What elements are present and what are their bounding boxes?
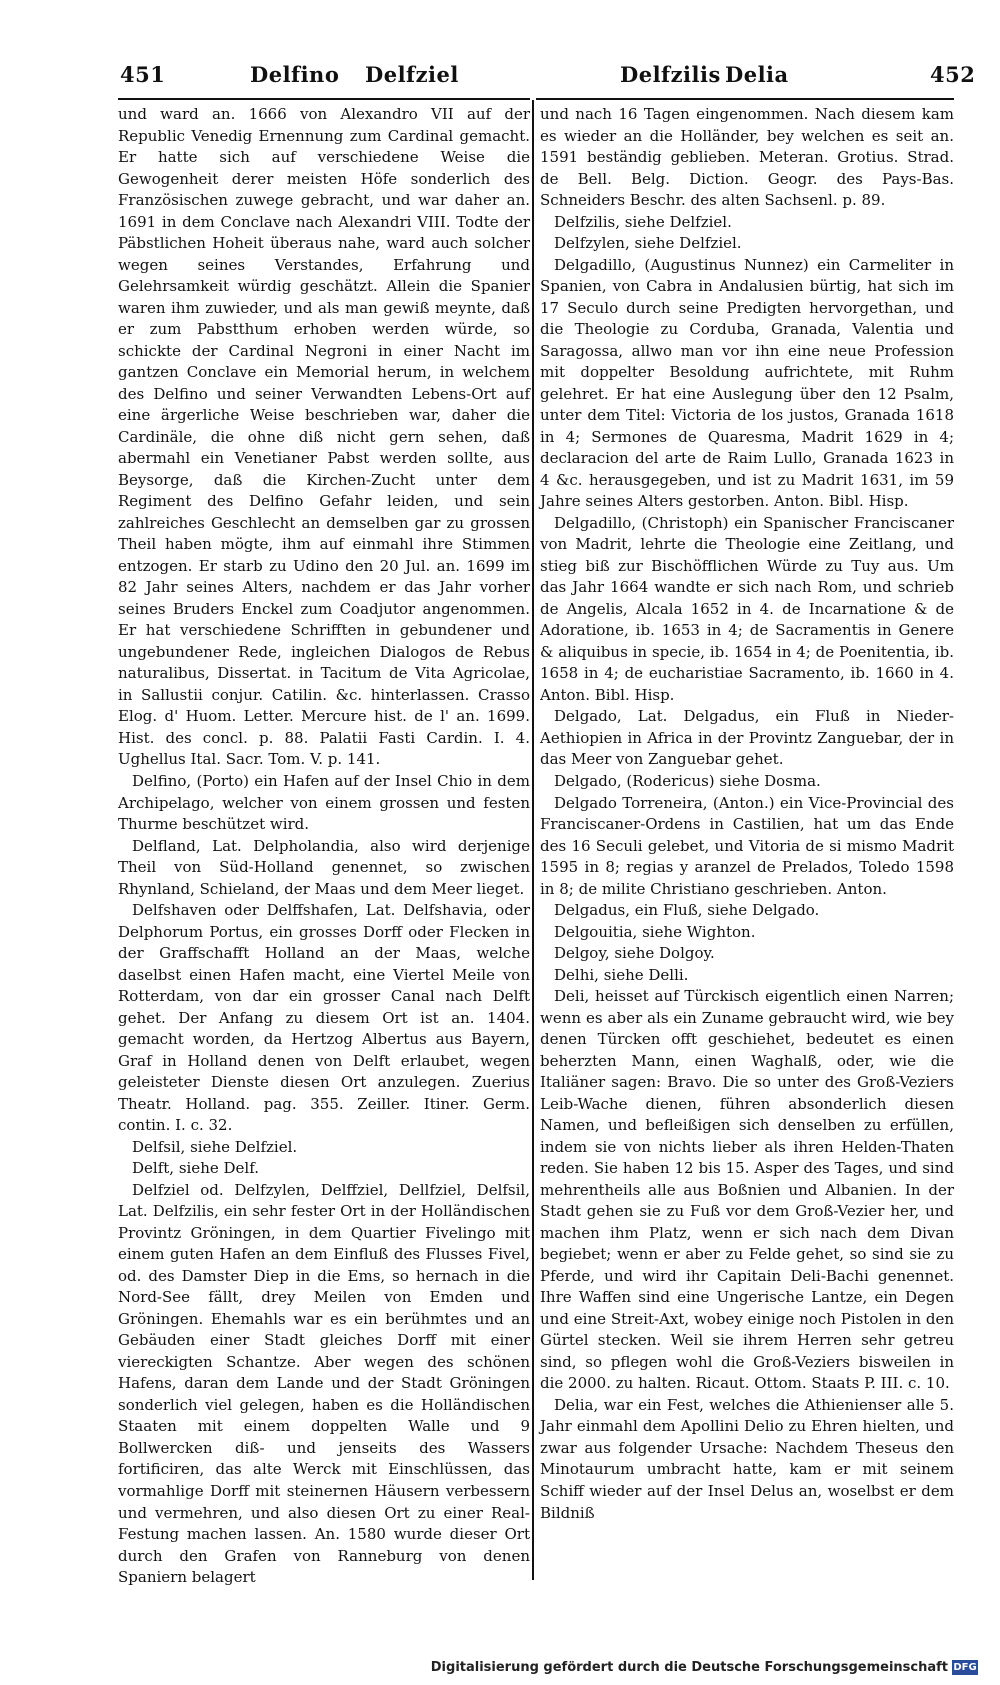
entry-delgouitia: Delgouitia, siehe Wighton. <box>554 922 756 941</box>
left-header-title-1: Delfino <box>250 62 340 87</box>
entry-delfland: Delfland, Lat. Delpholandia, also wird derjenige Theil von Süd-Holland genennet, so zwischen Rhynland, Schieland, der Maas und dem Meer lieget. <box>118 836 530 898</box>
entry-delfziel-continued: und nach 16 Tagen eingenommen. Nach diesem kam es wieder an die Holländer, bey welchen es seit an. 1591 beständig geblieben. Meteran. Grotius. Strad. de Bell. Belg. Diction. Geogr. des Pays-Bas. Schneiders Beschr. des alten Sachsenl. p. 89. <box>540 105 954 210</box>
header-rule-left <box>118 98 530 100</box>
entry-delhi: Delhi, siehe Delli. <box>554 965 689 984</box>
left-column <box>118 104 530 1589</box>
left-page-number: 451 <box>120 62 166 87</box>
entry-delft: Delft, siehe Delf. <box>132 1159 259 1178</box>
entry-delgado: Delgado, Lat. Delgadus, ein Fluß in Nieder-Aethiopien in Africa in der Provintz Zanguebar, der in das Meer von Zanguebar gehet. <box>540 707 954 769</box>
credit-text: Digitalisierung gefördert durch die Deutsche Forschungsgemeinschaft <box>430 1660 948 1675</box>
entry-delfino-continued: und ward an. 1666 von Alexandro VII auf der Republic Venedig Ernennung zum Cardinal gemacht. Er hatte sich auf verschiedene Weise die Gewogenheit derer meisten Höfe sonderlich des Französischen zuwege gebracht, und war daher an. 1691 in dem Conclave nach Alexandri VIII. Todte der Päbstlichen Hoheit überaus nahe, ward auch solcher wegen seines Verstandes, Erfahrung und Gelehrsamkeit würdig geschätzt. Allein die Spanier waren ihm zuwieder, und als man gewiß meynte, daß er zum Pabstthum erhoben werden würde, so schickte der Cardinal Negroni in einer Nacht im gantzen Conclave ein Memorial herum, in welchem des Delfino und seiner Verwandten Lebens-Ort auf eine ärgerliche Weise beschrieben war, daher die Cardinäle, die ohne diß nicht gern sehen, daß abermahl ein Venetianer Pabst werden sollte, aus Beysorge, daß die Kirchen-Zucht unter dem Regiment des Delfino Gefahr leiden, und sein zahlreiches Geschlecht an demselben gar zu grossen Theil haben mögte, ihm auf einmahl ihre Stimmen entzogen. Er starb zu Udino den 20 Jul. an. 1699 im 82 Jahr seines Alters, nachdem er das Jahr vorher seines Bruders Enckel zum Coadjutor angenommen. Er hat verschiedene Schrifften in gebundener und ungebundener Rede, ingleichen Dialogos de Rebus naturalibus, Dissertat. in Tacitum de Vita Agricolae, in Sallustii conjur. Catilin. &c. hinterlassen. Crasso Elog. d' Huom. Letter. Mercure hist. de l' an. 1699. Hist. des concl. p. 88. Palatii Fasti Cardin. I. 4. Ughellus Ital. Sacr. Tom. V. p. 141. <box>118 105 530 769</box>
right-header-title-2: Delia <box>725 62 789 87</box>
entry-delfzylen: Delfzylen, siehe Delfziel. <box>554 234 742 253</box>
entry-delfsil: Delfsil, siehe Delfziel. <box>132 1137 298 1156</box>
left-header-title-2: Delfziel <box>365 62 459 87</box>
entry-delgadillo-christoph: Delgadillo, (Christoph) ein Spanischer Franciscaner von Madrit, lehrte die Theologie eine Zeitlang, und stieg biß zur Bischöfflichen Würde zu Tuy aus. Um das Jahr 1664 wandte er sich nach Rom, und schrieb de Angelis, Alcala 1652 in 4. de Incarnatione & de Adoratione, ib. 1653 in 4; de Sacramentis in Genere & aliquibus in specie, ib. 1654 in 4; de Poenitentia, ib. 1658 in 4; de eucharistiae Sacramento, ib. 1660 in 4. Anton. Bibl. Hisp. <box>540 513 954 704</box>
dfg-logo-icon: DFG <box>953 1662 977 1673</box>
entry-delgado-torreneira: Delgado Torreneira, (Anton.) ein Vice-Provincial des Franciscaner-Ordens in Castilien, hat um das Ende des 16 Seculi gelebet, und Vitoria de si mismo Madrit 1595 in 8; regias y aranzel de Prelados, Toledo 1598 in 8; de milite Christiano geschrieben. Anton. <box>540 793 954 898</box>
entry-delgoy: Delgoy, siehe Dolgoy. <box>554 944 715 963</box>
entry-delfziel: Delfziel od. Delfzylen, Delffziel, Dellfziel, Delfsil, Lat. Delfzilis, ein sehr fester Ort in der Holländischen Provintz Gröningen, in dem Quartier Fivelingo mit einem guten Hafen an dem Einfluß des Flusses Fivel, od. des Damster Diep in die Ems, so hernach in die Nord-See fällt, drey Meilen von Emden und Gröningen. Ehemahls war es ein berühmtes und an Gebäuden einer Stadt gleiches Dorff mit einer viereckigten Schantze. Aber wegen des schönen Hafens, daran dem Lande und der Stadt Gröningen sonderlich viel gelegen, haben es die Holländischen Staaten mit einem doppelten Walle und 9 Bollwercken diß- und jenseits des Wassers fortificiren, das alte Werck mit Einschlüssen, das vormahlige Dorff mit steinernen Häusern verbessern und vermehren, und also diesen Ort zu einer Real-Festung machen lassen. An. 1580 wurde dieser Ort durch den Grafen von Ranneburg von denen Spaniern belagert <box>118 1180 530 1587</box>
entry-delia: Delia, war ein Fest, welches die Athienienser alle 5. Jahr einmahl dem Apollini Delio zu Ehren hielten, und zwar aus folgender Ursache: Nachdem Theseus den Minotaurum umbracht hatte, kam er mit seinem Schiff wieder auf der Insel Delus an, woselbst er dem Bildniß <box>540 1395 954 1522</box>
column-divider <box>532 100 534 1580</box>
running-header <box>120 62 976 92</box>
right-column <box>540 104 954 1524</box>
entry-delfzilis: Delfzilis, siehe Delfziel. <box>554 212 732 231</box>
entry-delgadus: Delgadus, ein Fluß, siehe Delgado. <box>554 901 820 920</box>
entry-delgadillo-augustinus: Delgadillo, (Augustinus Nunnez) ein Carmeliter in Spanien, von Cabra in Andalusien bürtig, hat sich im 17 Seculo durch seine Predigten hervorgethan, und die Theologie zu Corduba, Granada, Valentia und Saragossa, allwo man vor ihn eine neue Profession mit doppelter Besoldung aufrichtete, mit Ruhm gelehret. Er hat eine Auslegung über den 12 Psalm, unter dem Titel: Victoria de los justos, Granada 1618 in 4; Sermones de Quaresma, Madrit 1629 in 4; declaracion del arte de Raim Lullo, Granada 1623 in 4 &c. herausgegeben, und ist zu Madrit 1631, im 59 Jahre seines Alters gestorben. Anton. Bibl. Hisp. <box>540 255 954 511</box>
entry-delfshaven: Delfshaven oder Delffshafen, Lat. Delfshavia, oder Delphorum Portus, ein grosses Dorff oder Flecken in der Graffschafft Holland an der Maas, welche daselbst einen Hafen macht, eine Viertel Meile von Rotterdam, von dar ein grosser Canal nach Delft gehet. Der Anfang zu diesem Ort ist an. 1404. gemacht worden, da Hertzog Albertus aus Bayern, Graf in Holland denen von Delft erlaubet, wegen geleisteter Dienste diesen Ort anzulegen. Zuerius Theatr. Holland. pag. 355. Zeiller. Itiner. Germ. contin. I. c. 32. <box>118 901 530 1135</box>
right-page-number: 452 <box>930 62 976 87</box>
entry-delfino-porto: Delfino, (Porto) ein Hafen auf der Insel Chio in dem Archipelago, welcher von einem grossen und festen Thurme beschützet wird. <box>118 771 530 834</box>
right-header-title-1: Delfzilis <box>620 62 721 87</box>
header-rule-right <box>536 98 954 100</box>
entry-delgado-rodericus: Delgado, (Rodericus) siehe Dosma. <box>554 771 821 790</box>
digitization-credit <box>431 1660 978 1675</box>
entry-deli: Deli, heisset auf Türckisch eigentlich einen Narren; wenn es aber als ein Zuname gebraucht wird, wie bey denen Türcken offt geschiehet, bedeutet es einen beherzten Mann, einen Waghalß, oder, wie die Italiäner sagen: Bravo. Die so unter des Groß-Veziers Leib-Wache dienen, führen absonderlich diesen Namen, und befleißigen sich denselben zu erfüllen, indem sie von nichts lieber als ihren Helden-Thaten reden. Sie haben 12 bis 15. Asper des Tages, und sind mehrentheils alle aus Boßnien und Albanien. In der Stadt gehen sie zu Fuß vor dem Groß-Vezier her, und machen ihm Platz, wenn er sich nach dem Divan begiebet; wenn er aber zu Felde gehet, so sind sie zu Pferde, und wird ihr Capitain Deli-Bachi genennet. Ihre Waffen sind eine Ungerische Lantze, ein Degen und eine Streit-Axt, wobey einige noch Pistolen in den Gürtel stecken. Weil sie ihrem Herren sehr getreu sind, so pflegen wohl die Groß-Veziers bisweilen in die 2000. zu halten. Ricaut. Ottom. Staats P. III. c. 10. <box>540 987 954 1393</box>
